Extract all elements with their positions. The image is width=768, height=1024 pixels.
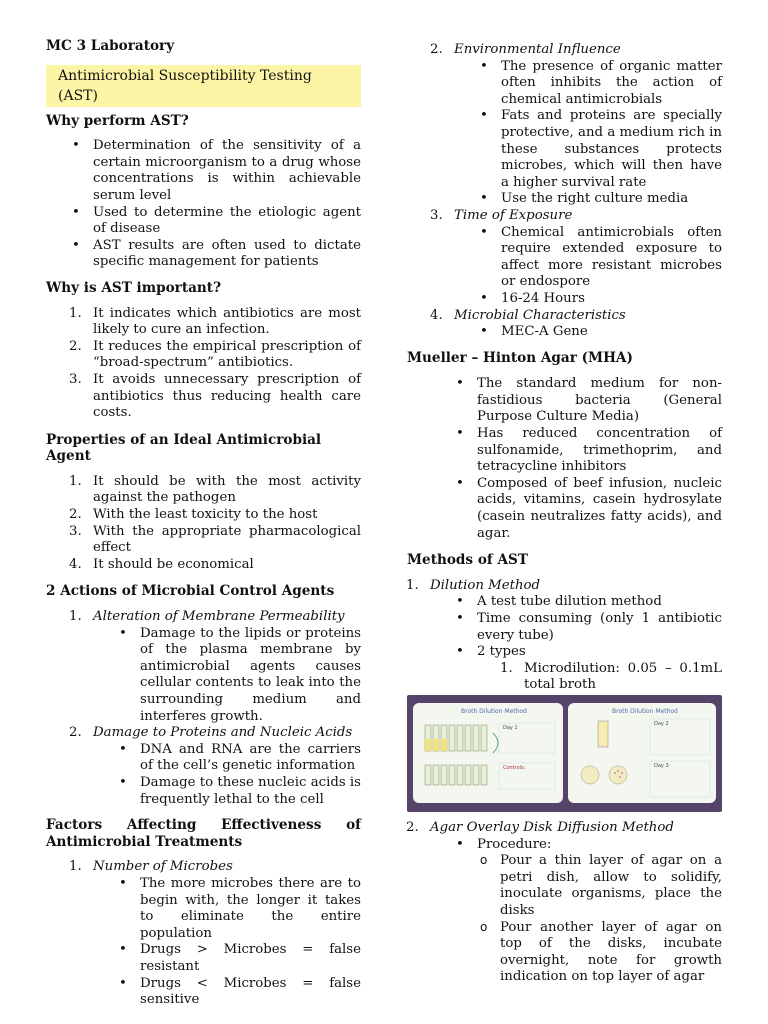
list-item: • The presence of organic matter often inhibits the action of chemical antimicrobials xyxy=(501,59,722,109)
list-item: • Use the right culture media xyxy=(501,191,722,208)
mha-heading: Mueller – Hinton Agar (MHA) xyxy=(407,349,633,366)
mha-list xyxy=(407,376,722,542)
list-item: • Has reduced concentration of sulfonamide, trimethoprim, and tetracycline inhibitors xyxy=(477,426,722,476)
broth-dilution-figure xyxy=(407,695,722,812)
actions-heading: 2 Actions of Microbial Control Agents xyxy=(46,583,335,600)
methods-heading: Methods of AST xyxy=(407,552,528,569)
list-item: 2. With the least toxicity to the host xyxy=(69,507,318,523)
factors-heading: Factors Affecting Effectiveness of Antimicrobial Treatments xyxy=(46,817,361,850)
list-item: • 16-24 Hours xyxy=(501,291,722,308)
right-column-bottom xyxy=(407,820,722,986)
actions-list xyxy=(46,609,361,808)
list-item: • AST results are often used to dictate specific management for patients xyxy=(93,238,361,271)
properties-heading: Properties of an Ideal Antimicrobial Agent xyxy=(46,431,322,465)
action-title: Damage to Proteins and Nucleic Acids xyxy=(93,725,353,741)
list-item: • MEC-A Gene xyxy=(501,324,722,341)
list-item: • The more microbes there are to begin with, the longer it takes to eliminate the entire population xyxy=(140,876,361,942)
right-column xyxy=(407,42,722,727)
list-item: 4. It should be economical xyxy=(69,556,254,572)
why-important-heading: Why is AST important? xyxy=(46,279,222,296)
list-item: 2. Environmental Influence • The presence of organic matter often inhibits the action of chemical antimicrobials • Fats and proteins are specially protective, and a medium rich in these substances protects microbes, which will then have a higher survival rate • Use the right culture media xyxy=(454,42,722,208)
list-item: 2. Agar Overlay Disk Diffusion Method • Procedure: o Pour a thin layer of agar on a petri dish, allow to solidify, inoculate organisms, place the disks o Pour another layer of agar on top of the disks, incubate overnight, note for growth indication on top layer of agar xyxy=(430,820,722,986)
list-item: 1. It indicates which antibiotics are most likely to cure an infection. xyxy=(69,305,361,338)
method-title: Agar Overlay Disk Diffusion Method xyxy=(430,820,674,835)
factor-title: Environmental Influence xyxy=(454,42,621,57)
why-perform-list xyxy=(46,138,361,271)
figure-left-panel: Broth Dilution Method Day 1 Controls: xyxy=(413,703,563,803)
factor-title: Microbial Characteristics xyxy=(454,307,626,323)
list-item: 3. With the appropriate pharmacological effect xyxy=(69,523,361,556)
list-item: • Used to determine the etiologic agent of disease xyxy=(93,205,361,238)
lab-title: MC 3 Laboratory xyxy=(46,38,175,54)
left-column xyxy=(46,38,361,1009)
test-tubes-illustration xyxy=(413,703,563,803)
list-item: 1. Number of Microbes • The more microbes there are to begin with, the longer it takes to eliminate the entire population • Drugs > Microbes = false resistant • Drugs < Microbes = false sensitive xyxy=(93,859,361,1008)
why-perform-heading: Why perform AST? xyxy=(46,112,189,129)
ast-highlight-title: Antimicrobial Susceptibility Testing (AST) xyxy=(46,65,361,107)
list-item: o Pour another layer of agar on top of the disks, incubate overnight, note for growth indication on top layer of agar xyxy=(500,920,722,986)
list-item: • Procedure: o Pour a thin layer of agar on a petri dish, allow to solidify, inoculate organisms, place the disks o Pour another layer of agar on top of the disks, incubate overnight, note for growth indication on top layer of agar xyxy=(477,837,722,986)
list-item: • The standard medium for non-fastidious bacteria (General Purpose Culture Media) xyxy=(477,376,722,426)
list-item: • Damage to these nucleic acids is frequently lethal to the cell xyxy=(140,775,361,808)
list-item: • Damage to the lipids or proteins of the plasma membrane by antimicrobial agents causes cellular contents to leak into the surrounding medium and interferes growth. xyxy=(140,626,361,726)
list-item: • Determination of the sensitivity of a certain microorganism to a drug whose concentrations is within achievable serum level xyxy=(93,138,361,204)
list-item: • Chemical antimicrobials often require extended exposure to affect more resistant microbes or endospore xyxy=(501,225,722,291)
list-item: 1. Dilution Method • A test tube dilution method • Time consuming (only 1 antibiotic every tube) • 2 types 1. Microdilution: 0.05 – 0.1mL total broth xyxy=(430,578,722,727)
factors-continued-list xyxy=(407,42,722,341)
list-item: • Time consuming (only 1 antibiotic every tube) xyxy=(477,611,722,644)
why-important-list xyxy=(46,306,361,422)
list-item: • Drugs < Microbes = false sensitive xyxy=(140,976,361,1009)
list-item: • DNA and RNA are the carriers of the cell’s genetic information xyxy=(140,742,361,775)
list-item: o Pour a thin layer of agar on a petri dish, allow to solidify, inoculate organisms, place the disks xyxy=(500,853,722,919)
list-item: • Fats and proteins are specially protective, and a medium rich in these substances protects microbes, which will then have a higher survival rate xyxy=(501,108,722,191)
list-item: • 2 types 1. Microdilution: 0.05 – 0.1mL total broth xyxy=(477,644,722,727)
list-item: 1. Alteration of Membrane Permeability • Damage to the lipids or proteins of the plasma membrane by antimicrobial agents causes cellular contents to leak into the surrounding medium and interferes growth. xyxy=(93,609,361,725)
list-item: • Drugs > Microbes = false resistant xyxy=(140,942,361,975)
list-item: • Composed of beef infusion, nucleic acids, vitamins, casein hydrosylate (casein neutralizes fatty acids), and agar. xyxy=(477,476,722,542)
factors-list xyxy=(46,859,361,1008)
list-item: 1. It should be with the most activity against the pathogen xyxy=(69,473,361,506)
figure-right-panel: Broth Dilution Method Day 2 Day 3 xyxy=(568,703,716,803)
list-item: 2. Damage to Proteins and Nucleic Acids • DNA and RNA are the carriers of the cell’s genetic information • Damage to these nucleic acids is frequently lethal to the cell xyxy=(93,725,361,808)
list-item: 1. Microdilution: 0.05 – 0.1mL total broth xyxy=(500,660,722,693)
tube-and-plates-illustration xyxy=(568,703,716,803)
action-title: Alteration of Membrane Permeability xyxy=(93,609,345,625)
factor-title: Number of Microbes xyxy=(93,859,233,875)
list-item: 4. Microbial Characteristics • MEC-A Gene xyxy=(454,308,722,341)
properties-list xyxy=(46,474,361,574)
factor-title: Time of Exposure xyxy=(454,207,573,223)
list-item: • A test tube dilution method xyxy=(477,594,722,611)
method-title: Dilution Method xyxy=(430,577,541,593)
list-item: 2. It reduces the empirical prescription of “broad-spectrum” antibiotics. xyxy=(69,338,361,371)
agar-method-list xyxy=(407,820,722,986)
list-item: 3. Time of Exposure • Chemical antimicrobials often require extended exposure to affect more resistant microbes or endospore • 16-24 Hours xyxy=(454,208,722,308)
list-item: 3. It avoids unnecessary prescription of antibiotics thus reducing health care costs. xyxy=(69,371,361,421)
